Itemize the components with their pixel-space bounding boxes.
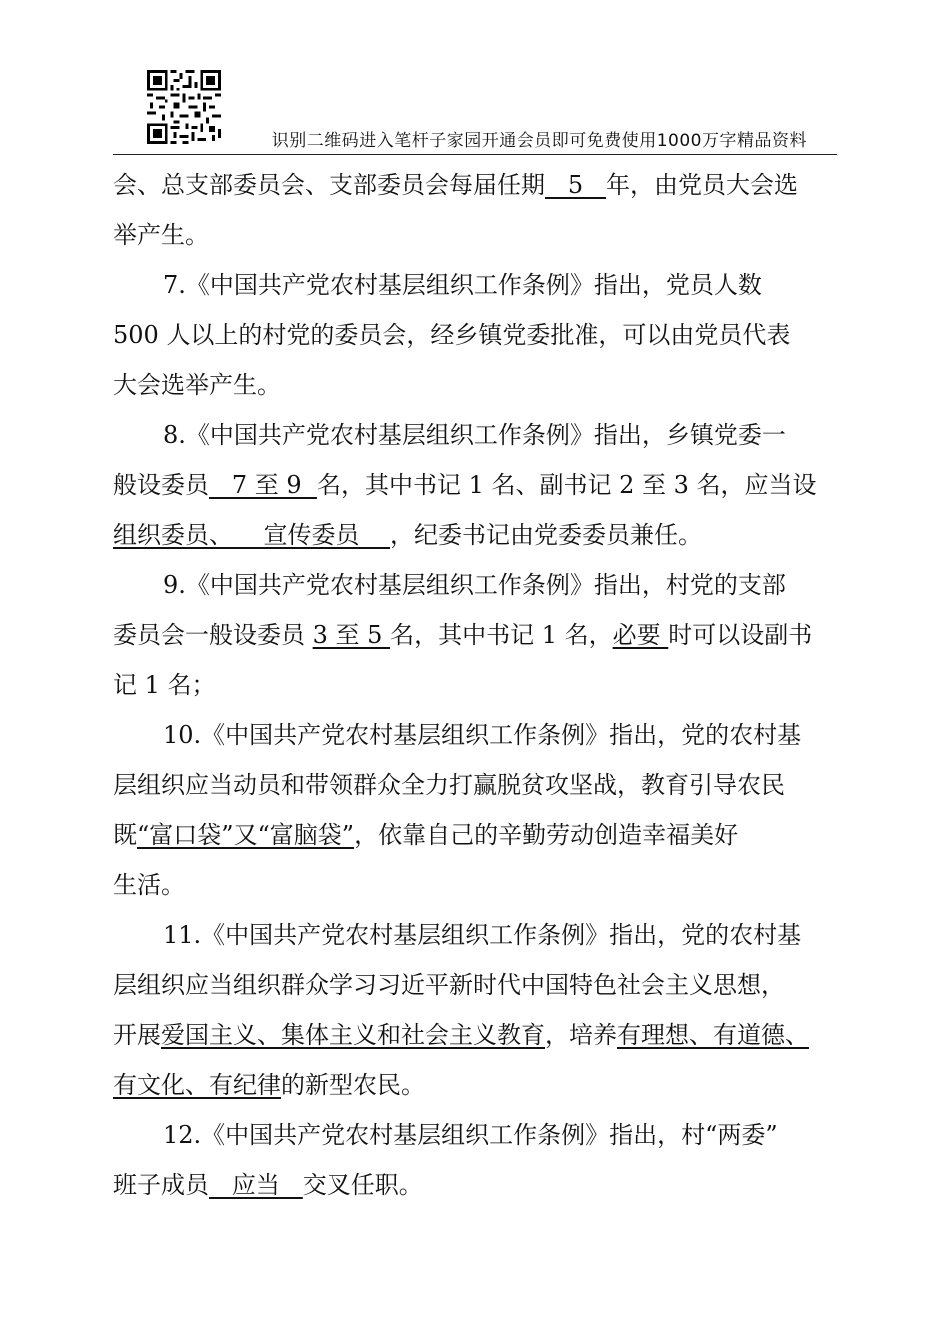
header-banner-text: 识别二维码进入笔杆子家园开通会员即可免费使用1000万字精品资料 [271,131,807,151]
line-text: 的新型农民。 [281,1071,425,1099]
answer-blank: 3 至 5 [312,621,391,649]
line-text: 年，由党员大会选 [606,171,799,199]
answer-blank: 必要 [612,621,669,649]
line-text: ，依靠自己的辛勤劳动创造幸福美好 [354,821,739,849]
text-line [113,1010,873,1060]
answer-blank: 组织委员、 宣传委员 [113,521,391,549]
text-line [113,810,873,860]
document-body [113,160,873,1210]
text-line [113,610,873,660]
text-line [113,860,873,910]
line-text: 举产生。 [113,221,209,249]
question-9-start [113,560,873,610]
answer-blank: 有文化、有纪律 [113,1071,281,1099]
question-11-start [113,910,873,960]
question-7-start [113,260,873,310]
answer-blank: 有理想、有道德、 [617,1021,809,1049]
line-text: ，培养 [545,1021,617,1049]
line-text: 时可以设副书 [668,621,813,649]
answer-blank: 5 [545,171,607,199]
page-header [113,66,837,155]
text-line [113,310,873,360]
answer-blank: 爱国主义、集体主义和社会主义教育 [161,1021,545,1049]
question-12-start [113,1110,873,1160]
text-line [113,1060,873,1110]
line-text: ，纪委书记由党委委员兼任。 [390,521,703,549]
line-text: 名，其中书记 1 名， [390,621,613,649]
text-line [113,460,873,510]
text-line [113,760,873,810]
line-text: 9.《中国共产党农村基层组织工作条例》指出，村党的支部 [163,571,786,599]
line-text: 12.《中国共产党农村基层组织工作条例》指出，村“两委” [163,1121,778,1149]
text-line [113,1160,873,1210]
line-text: 委员会一般设委员 [113,621,313,649]
text-line [113,510,873,560]
answer-blank: 应当 [209,1171,303,1199]
text-line [113,660,873,710]
line-text: 记 1 名； [113,671,216,699]
line-text: 会、总支部委员会、支部委员会每届任期 [113,171,545,199]
text-line [113,360,873,410]
line-text: 开展 [113,1021,161,1049]
question-10-start [113,710,873,760]
line-text: 层组织应当动员和带领群众全力打赢脱贫攻坚战，教育引导农民 [113,771,785,799]
question-8-start [113,410,873,460]
qr-code-icon[interactable] [147,70,221,144]
line-text: 500 人以上的村党的委员会，经乡镇党委批准，可以由党员代表 [113,321,791,349]
text-line [113,210,873,260]
line-text: 生活。 [113,871,185,899]
line-text: 名，其中书记 1 名、副书记 2 至 3 名，应当设 [316,471,817,499]
line-text: 大会选举产生。 [113,371,281,399]
line-text: 11.《中国共产党农村基层组织工作条例》指出，党的农村基 [163,921,802,949]
answer-blank: “富口袋”又“富脑袋” [137,821,355,849]
line-text: 般设委员 [113,471,209,499]
text-line [113,960,873,1010]
line-text: 10.《中国共产党农村基层组织工作条例》指出，党的农村基 [163,721,802,749]
line-text: 交叉任职。 [302,1171,423,1199]
line-text: 既 [113,821,137,849]
text-line [113,160,873,210]
line-text: 班子成员 [113,1171,209,1199]
line-text: 层组织应当组织群众学习习近平新时代中国特色社会主义思想， [113,971,785,999]
line-text: 8.《中国共产党农村基层组织工作条例》指出，乡镇党委一 [163,421,786,449]
answer-blank: 7 至 9 [209,471,317,499]
line-text: 7.《中国共产党农村基层组织工作条例》指出，党员人数 [163,271,762,299]
